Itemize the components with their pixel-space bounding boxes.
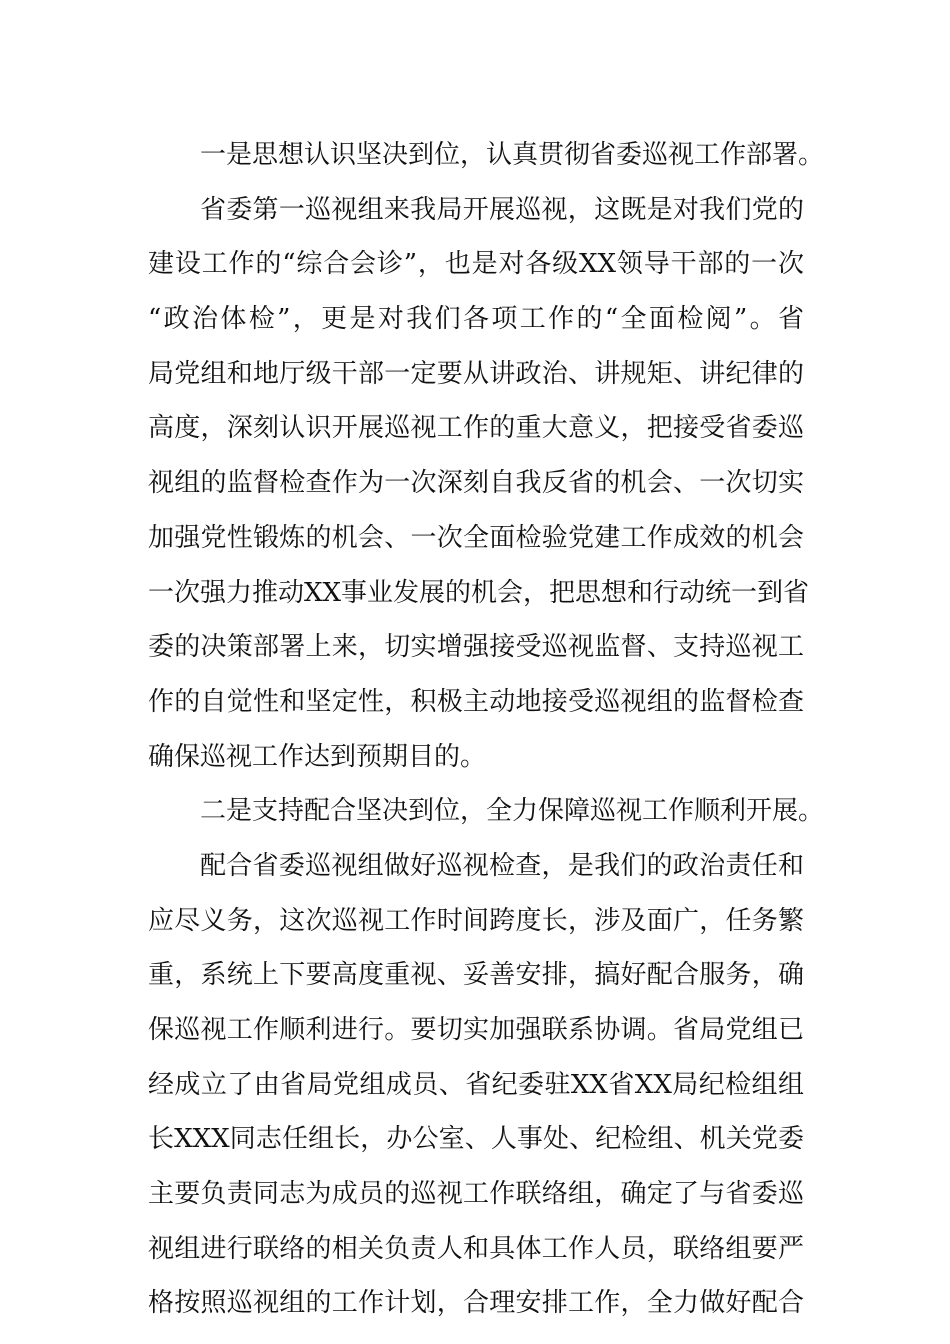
paragraph-line: 长XXX同志任组长，办公室、人事处、纪检组、机关党委 bbox=[148, 1124, 804, 1155]
paragraph-line: 应尽义务，这次巡视工作时间跨度长，涉及面广，任务繁 bbox=[148, 905, 804, 936]
paragraph-line: 重，系统上下要高度重视、妥善安排，搞好配合服务，确 bbox=[148, 960, 804, 991]
paragraph-line: 省委第一巡视组来我局开展巡视，这既是对我们党的 bbox=[200, 194, 804, 225]
paragraph-line: 一次强力推动XX事业发展的机会，把思想和行动统一到省 bbox=[148, 577, 810, 608]
paragraph-line: “政治体检”，更是对我们各项工作的“全面检阅”。省 bbox=[148, 304, 804, 335]
paragraph-line: 主要负责同志为成员的巡视工作联络组，确定了与省委巡 bbox=[148, 1179, 804, 1210]
paragraph-line: 高度，深刻认识开展巡视工作的重大意义，把接受省委巡 bbox=[148, 413, 804, 444]
paragraph-line: 加强党性锻炼的机会、一次全面检验党建工作成效的机会 bbox=[148, 522, 804, 553]
heading-line-1: 一是思想认识坚决到位，认真贯彻省委巡视工作部署。 bbox=[200, 140, 825, 170]
paragraph-line: 局党组和地厅级干部一定要从讲政治、讲规矩、讲纪律的 bbox=[148, 358, 804, 389]
paragraph-line: 格按照巡视组的工作计划，合理安排工作，全力做好配合 bbox=[148, 1288, 804, 1319]
paragraph-line: 视组的监督检查作为一次深刻自我反省的机会、一次切实 bbox=[148, 468, 804, 499]
paragraph-line: 作的自觉性和坚定性，积极主动地接受巡视组的监督检查 bbox=[148, 686, 804, 717]
paragraph-line: 建设工作的“综合会诊”，也是对各级XX领导干部的一次 bbox=[148, 249, 804, 280]
paragraph-line: 委的决策部署上来，切实增强接受巡视监督、支持巡视工 bbox=[148, 632, 804, 663]
paragraph-line: 经成立了由省局党组成员、省纪委驻XX省XX局纪检组组 bbox=[148, 1069, 804, 1100]
heading-line-2: 二是支持配合坚决到位，全力保障巡视工作顺利开展。 bbox=[200, 796, 825, 827]
paragraph-line: 视组进行联络的相关负责人和具体工作人员，联络组要严 bbox=[148, 1233, 804, 1264]
document-body bbox=[148, 128, 825, 1331]
paragraph-line: 配合省委巡视组做好巡视检查，是我们的政治责任和 bbox=[200, 850, 804, 881]
paragraph-line: 保巡视工作顺利进行。要切实加强联系协调。省局党组已 bbox=[148, 1015, 804, 1045]
paragraph-line: 确保巡视工作达到预期目的。 bbox=[148, 741, 487, 772]
